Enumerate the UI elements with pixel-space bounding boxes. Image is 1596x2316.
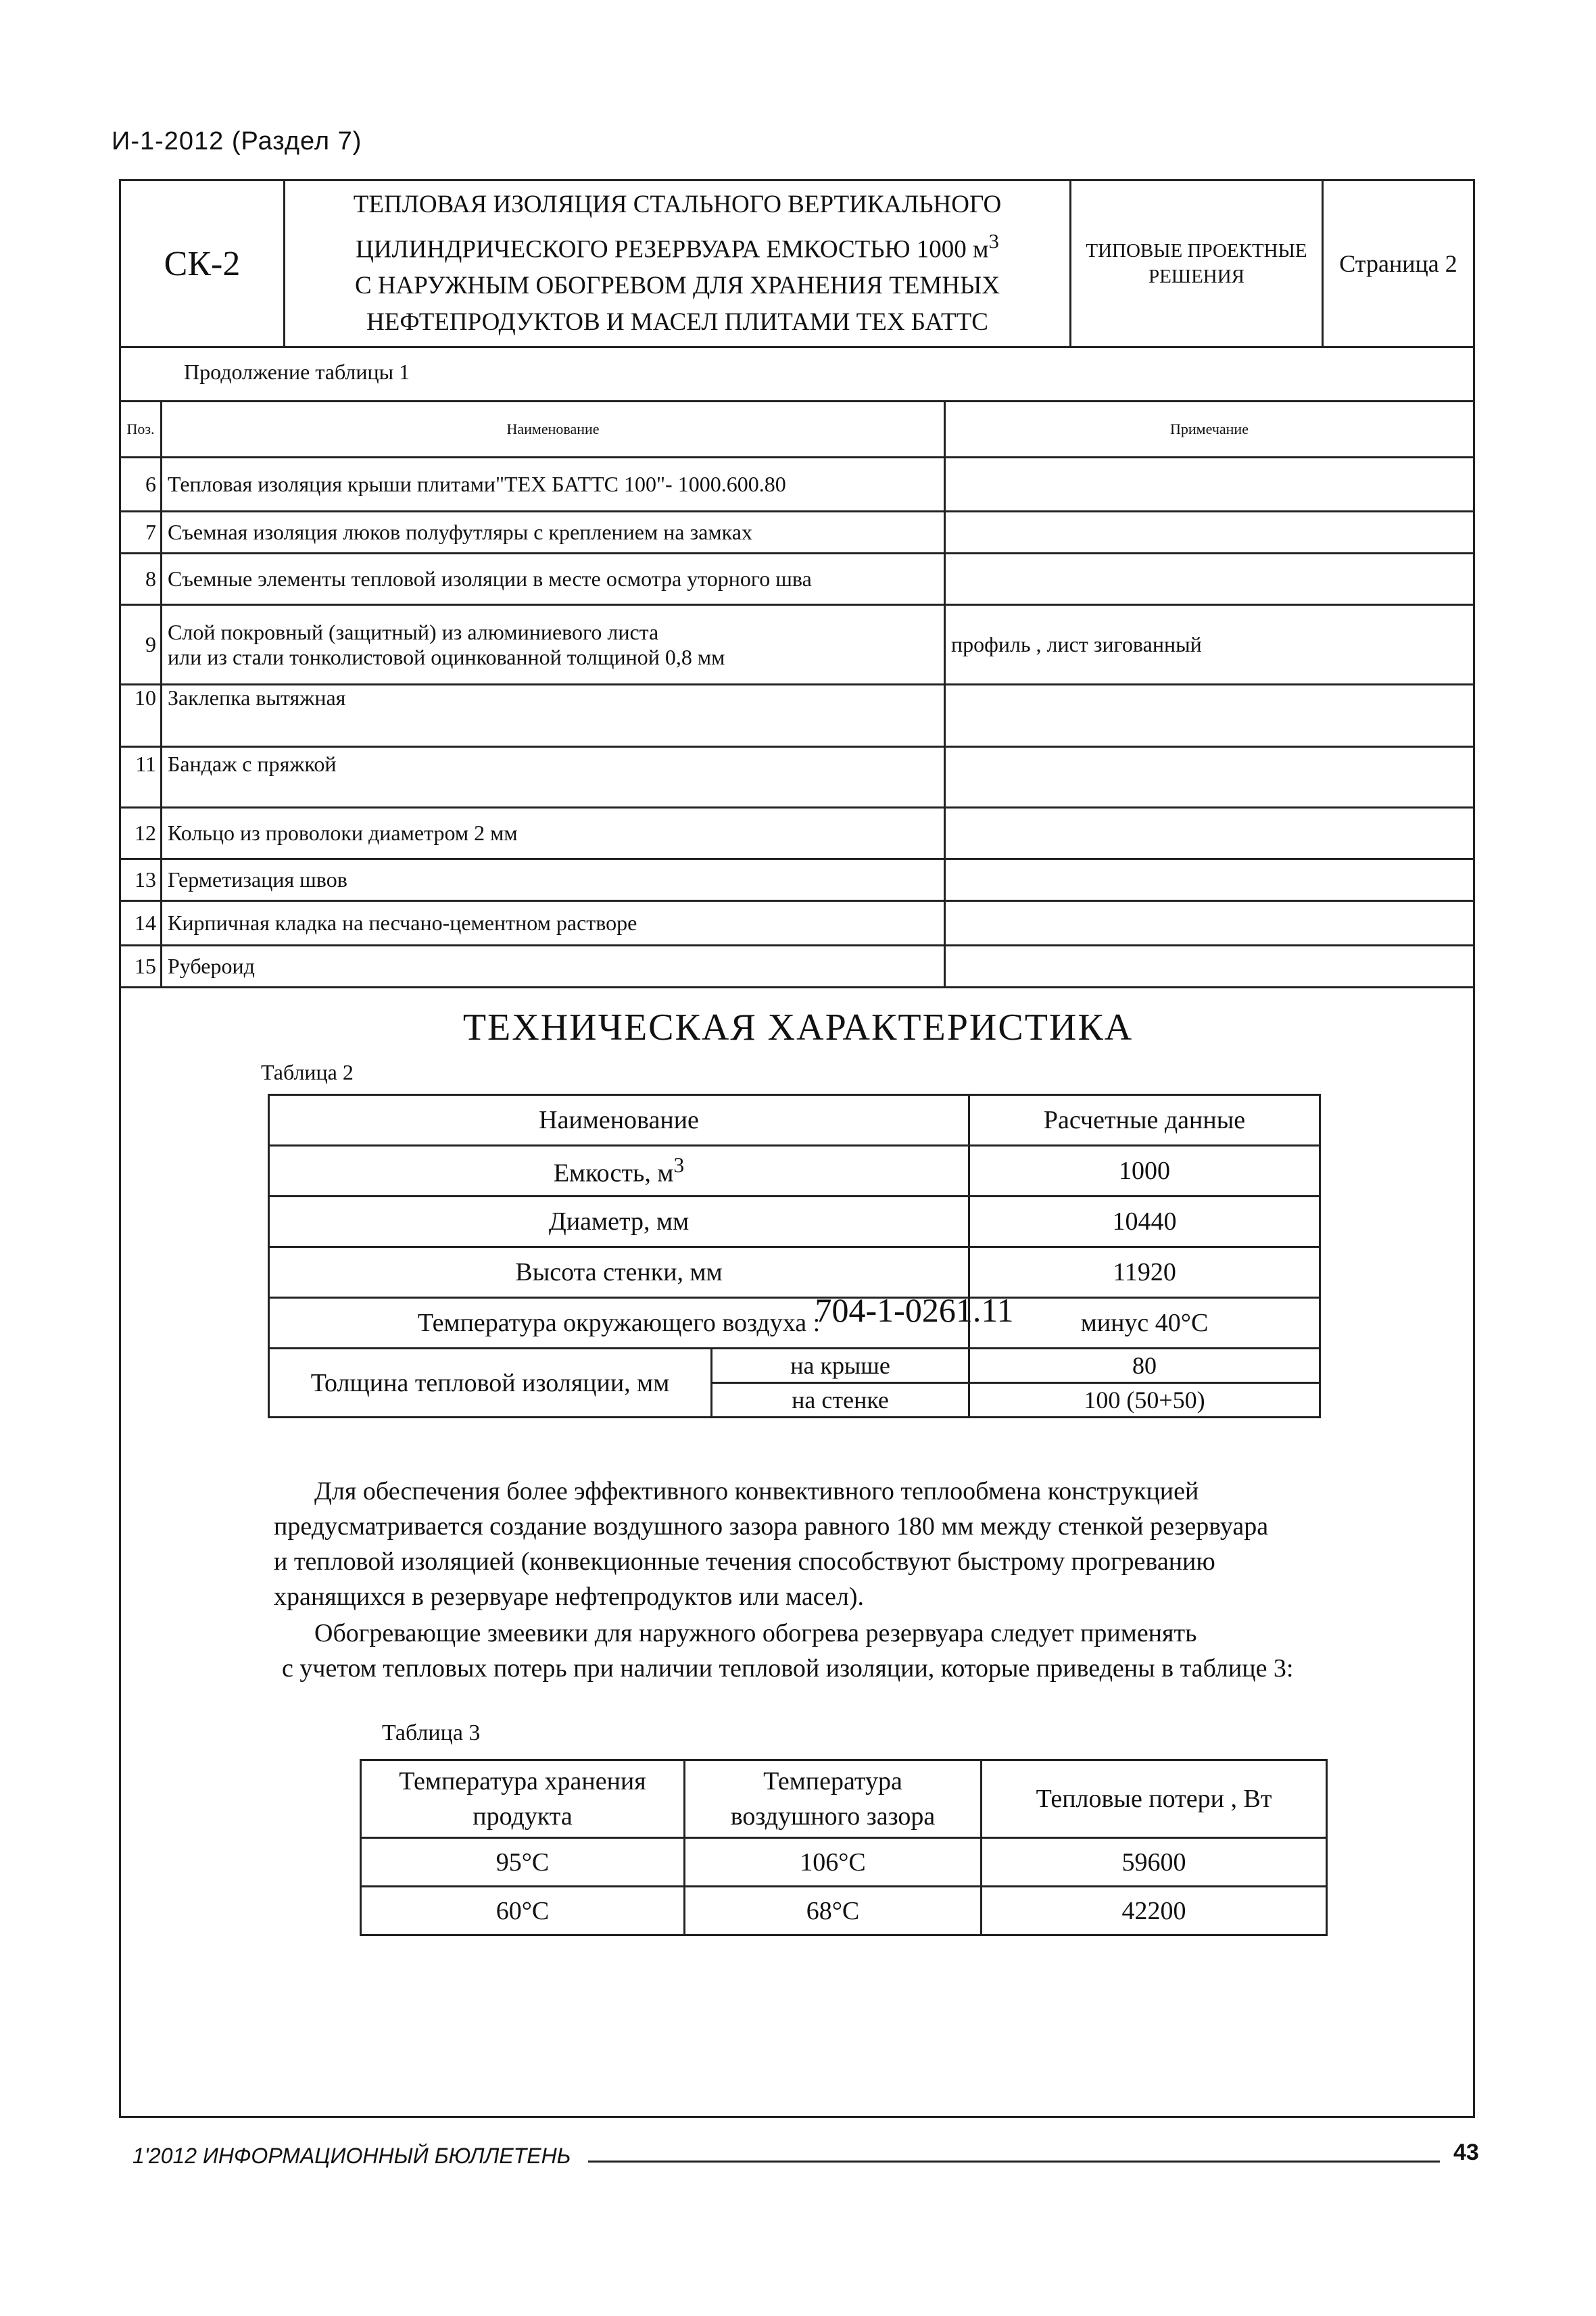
gap-temp-header-line-2: воздушного зазора	[730, 1802, 936, 1831]
table-row	[120, 901, 1474, 946]
col-name-header: Наименование	[269, 1095, 969, 1146]
paragraph-1	[274, 1474, 1423, 1614]
gap-temp: 106°С	[685, 1838, 982, 1887]
row-note	[945, 946, 1474, 988]
roof-label: на крыше	[712, 1349, 969, 1383]
row-note	[945, 859, 1474, 901]
capacity-value: 1000	[969, 1146, 1320, 1197]
paragraph-1-line: предусматривается создание воздушного зазора равного 180 мм между стенкой резервуара	[274, 1512, 1269, 1541]
storage-temp: 95°С	[361, 1838, 685, 1887]
row-pos: 9	[120, 605, 162, 685]
row-name	[162, 605, 945, 685]
row-note	[945, 808, 1474, 859]
table2	[268, 1094, 1321, 1418]
row-name: Кирпичная кладка на песчано-цементном растворе	[162, 901, 945, 946]
page-label: Страница 2	[1323, 180, 1474, 347]
row-note	[945, 747, 1474, 808]
row-name: Герметизация швов	[162, 859, 945, 901]
gap-temp-header	[685, 1760, 982, 1838]
table3-label: Таблица 3	[382, 1720, 481, 1745]
row-note: профиль , лист зигованный	[945, 605, 1474, 685]
paragraph-1-line: хранящихся в резервуаре нефтепродуктов или масел).	[274, 1583, 864, 1611]
table-row	[269, 1349, 1320, 1383]
table-row	[361, 1887, 1327, 1935]
table-row	[120, 554, 1474, 605]
title-line-2: ЦИЛИНДРИЧЕСКОГО РЕЗЕРВУАРА ЕМКОСТЬЮ 1000 $м^3$	[356, 229, 999, 264]
row-name: Съемные элементы тепловой изоляции в месте осмотра уторного шва	[162, 554, 945, 605]
gap-temp: 68°С	[685, 1887, 982, 1935]
height-label: Высота стенки, мм	[269, 1247, 969, 1298]
table-row	[120, 458, 1474, 512]
height-value: 11920	[969, 1247, 1320, 1298]
page-number: 43	[1453, 2140, 1479, 2165]
title-line-1: ТЕПЛОВАЯ ИЗОЛЯЦИЯ СТАЛЬНОГО ВЕРТИКАЛЬНОГО	[353, 190, 1002, 218]
table-row	[269, 1197, 1320, 1247]
sheet-title	[285, 180, 1071, 347]
col-data-header: Расчетные данные	[969, 1095, 1320, 1146]
header-pos: Поз.	[120, 402, 162, 458]
row-pos: 8	[120, 554, 162, 605]
storage-temp: 60°С	[361, 1887, 685, 1935]
table2-label: Таблица 2	[261, 1060, 354, 1084]
sheet-code: СК-2	[120, 180, 285, 347]
table-row	[120, 859, 1474, 901]
table-row	[120, 512, 1474, 554]
row-pos: 14	[120, 901, 162, 946]
table1-continuation-label: Продолжение таблицы 1	[184, 360, 410, 384]
row-name-line-1: Слой покровный (защитный) из алюминиевого листа	[168, 619, 659, 644]
table-row	[120, 685, 1474, 747]
paragraph-2	[274, 1616, 1423, 1686]
header-note: Примечание	[945, 402, 1474, 458]
row-name: Бандаж с пряжкой	[162, 747, 945, 808]
heat-loss: 59600	[982, 1838, 1327, 1887]
heat-loss: 42200	[982, 1887, 1327, 1935]
row-pos: 10	[120, 685, 162, 747]
diameter-value: 10440	[969, 1197, 1320, 1247]
title-line-4: НЕФТЕПРОДУКТОВ И МАСЕЛ ПЛИТАМИ ТЕХ БАТТС	[366, 308, 988, 337]
row-name-line-2: или из стали тонколистовой оцинкованной толщиной 0,8 мм	[168, 644, 725, 669]
gap-temp-header-line-1: Температура	[763, 1767, 902, 1795]
row-note	[945, 512, 1474, 554]
roof-value: 80	[969, 1349, 1320, 1383]
footer-rule	[588, 2161, 1440, 2163]
table-row	[269, 1146, 1320, 1197]
storage-temp-header	[361, 1760, 685, 1838]
storage-temp-header-line-2: продукта	[473, 1802, 573, 1831]
storage-temp-header-line-1: Температура хранения	[399, 1767, 646, 1795]
header-name: Наименование	[162, 402, 945, 458]
table-row	[269, 1095, 1320, 1146]
temp-label: Температура окружающего воздуха :	[269, 1298, 969, 1349]
table-row	[120, 605, 1474, 685]
table-row	[120, 747, 1474, 808]
wall-value: 100 (50+50)	[969, 1383, 1320, 1418]
row-pos: 6	[120, 458, 162, 512]
row-pos: 12	[120, 808, 162, 859]
row-name: Заклепка вытяжная	[162, 685, 945, 747]
typical-number: 704-1-0261.11	[815, 1290, 1014, 1329]
row-pos: 11	[120, 747, 162, 808]
table-row	[361, 1760, 1327, 1838]
capacity-superscript: 3	[673, 1153, 685, 1178]
paragraph-1-line: и тепловой изоляцией (конвекционные течения способствуют быстрому прогреванию	[274, 1547, 1215, 1576]
thickness-label: Толщина тепловой изоляции, мм	[269, 1349, 712, 1418]
row-pos: 7	[120, 512, 162, 554]
title-line-3: С НАРУЖНЫМ ОБОГРЕВОМ ДЛЯ ХРАНЕНИЯ ТЕМНЫХ	[354, 272, 1000, 300]
row-name: Кольцо из проволоки диаметром 2 мм	[162, 808, 945, 859]
wall-label: на стенке	[712, 1383, 969, 1418]
table1-header	[120, 402, 1474, 458]
typical-label-2: РЕШЕНИЯ	[1148, 266, 1245, 287]
row-note	[945, 458, 1474, 512]
temp-value: минус 40°С	[969, 1298, 1320, 1349]
row-note	[945, 554, 1474, 605]
capacity-label: Емкость, $м^3$	[269, 1146, 969, 1197]
table1	[119, 400, 1475, 988]
paragraph-2-line: с учетом тепловых потерь при наличии тепловой изоляции, которые приведены в таблице 3:	[282, 1654, 1294, 1683]
row-note	[945, 901, 1474, 946]
paragraph-1-line: Для обеспечения более эффективного конвективного теплообмена конструкцией	[314, 1477, 1199, 1505]
heat-loss-header: Тепловые потери , Вт	[982, 1760, 1327, 1838]
document-code: И-1-2012 (Раздел 7)	[112, 127, 362, 155]
row-pos: 15	[120, 946, 162, 988]
row-name: Съемная изоляция люков полуфутляры с креплением на замках	[162, 512, 945, 554]
table-row	[120, 808, 1474, 859]
table-row	[120, 946, 1474, 988]
table-row	[269, 1298, 1320, 1349]
diameter-label: Диаметр, мм	[269, 1197, 969, 1247]
tech-heading: ТЕХНИЧЕСКАЯ ХАРАКТЕРИСТИКА	[462, 1007, 1134, 1048]
row-name: Тепловая изоляция крыши плитами"ТЕХ БАТТС 100"- 1000.600.80	[162, 458, 945, 512]
footer-bulletin: 1'2012 ИНФОРМАЦИОННЫЙ БЮЛЛЕТЕНЬ	[132, 2144, 571, 2168]
title-superscript: 3	[988, 229, 999, 253]
typical-label-1: ТИПОВЫЕ ПРОЕКТНЫЕ	[1086, 240, 1307, 262]
paragraph-2-line: Обогревающие змеевики для наружного обогрева резервуара следует применять	[314, 1619, 1197, 1647]
table-row	[269, 1247, 1320, 1298]
row-note	[945, 685, 1474, 747]
row-name: Рубероид	[162, 946, 945, 988]
row-pos: 13	[120, 859, 162, 901]
table3	[360, 1759, 1328, 1936]
table-row	[361, 1838, 1327, 1887]
